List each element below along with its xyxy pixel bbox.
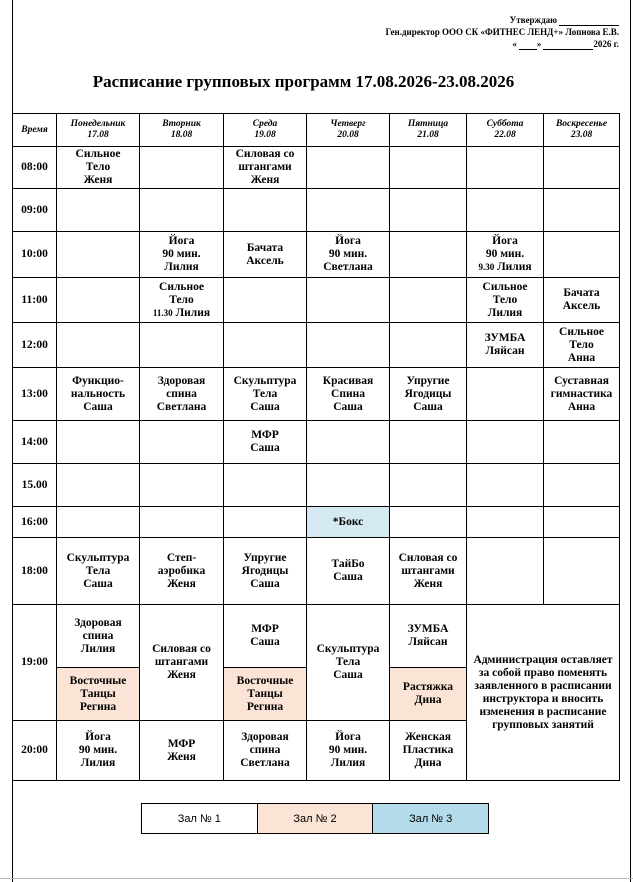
class-cell: Упругие Ягодицы Саша [224, 538, 307, 605]
empty-cell [307, 147, 390, 189]
empty-cell [390, 278, 467, 323]
empty-cell [57, 189, 140, 232]
admin-note: Администрация оставляет за собой право поменять заявленного в расписании инструктора и вносить изменения в расписание групповых занятий [467, 605, 620, 781]
class-cell: Здоровая спина Лилия [57, 605, 140, 668]
day-header-mon: Понедельник 17.08 [57, 114, 140, 147]
empty-cell [140, 421, 224, 464]
row-0800 [13, 147, 620, 189]
class-cell: Бачата Аксель [224, 232, 307, 278]
empty-cell [390, 232, 467, 278]
approve-label: Утверждаю [509, 15, 557, 25]
empty-cell [224, 507, 307, 538]
empty-cell [57, 421, 140, 464]
class-cell: Здоровая спина Светлана [140, 368, 224, 421]
empty-cell [544, 421, 620, 464]
time-cell: 12:00 [13, 323, 57, 368]
empty-cell [467, 189, 544, 232]
class-cell: Силовая со штангами Женя [390, 538, 467, 605]
day-header-thu: Четверг 20.08 [307, 114, 390, 147]
empty-cell [57, 232, 140, 278]
empty-cell [467, 507, 544, 538]
row-1200 [13, 323, 620, 368]
empty-cell [307, 464, 390, 507]
empty-cell [467, 368, 544, 421]
class-cell: МФР Саша [224, 421, 307, 464]
time-cell: 09:00 [13, 189, 57, 232]
empty-cell [307, 421, 390, 464]
time-cell: 10:00 [13, 232, 57, 278]
class-cell: Степ- аэробика Женя [140, 538, 224, 605]
row-1900 [13, 605, 620, 668]
class-cell-hall2: Растяжка Дина [390, 668, 467, 721]
row-1100 [13, 278, 620, 323]
legend-hall-2: Зал № 2 [258, 804, 374, 833]
class-cell: Красивая Спина Саша [307, 368, 390, 421]
class-cell: ЗУМБА Ляйсан [467, 323, 544, 368]
hall-legend [141, 803, 489, 834]
legend-hall-3: Зал № 3 [373, 804, 488, 833]
empty-cell [390, 323, 467, 368]
class-cell: Силовая со штангами Женя [224, 147, 307, 189]
empty-cell [467, 538, 544, 605]
row-1300 [13, 368, 620, 421]
day-header-fri: Пятница 21.08 [390, 114, 467, 147]
page-bottom-divider [0, 878, 633, 879]
class-cell: ТайБо Саша [307, 538, 390, 605]
date-line: « » 2026 г. [512, 39, 619, 49]
class-cell: Силовая со штангами Женя [140, 605, 224, 721]
class-cell: Йога 90 мин. 9.30 Лилия [467, 232, 544, 278]
empty-cell [224, 189, 307, 232]
day-header-sat: Суббота 22.08 [467, 114, 544, 147]
class-cell: ЗУМБА Ляйсан [390, 605, 467, 668]
empty-cell [544, 464, 620, 507]
row-1500 [13, 464, 620, 507]
time-cell: 19:00 [13, 605, 57, 721]
empty-cell [307, 278, 390, 323]
empty-cell [390, 464, 467, 507]
row-1600 [13, 507, 620, 538]
empty-cell [544, 538, 620, 605]
time-cell: 14:00 [13, 421, 57, 464]
row-0900 [13, 189, 620, 232]
class-cell: Сильное Тело Анна [544, 323, 620, 368]
empty-cell [544, 507, 620, 538]
row-1800 [13, 538, 620, 605]
class-cell: Сильное Тело Женя [57, 147, 140, 189]
class-cell: Женская Пластика Дина [390, 721, 467, 781]
class-cell: Йога 90 мин. Лилия [57, 721, 140, 781]
time-cell: 18:00 [13, 538, 57, 605]
day-header-wed: Среда 19.08 [224, 114, 307, 147]
empty-cell [140, 323, 224, 368]
empty-cell [140, 507, 224, 538]
empty-cell [140, 189, 224, 232]
empty-cell [57, 278, 140, 323]
row-1400 [13, 421, 620, 464]
time-cell: 11:00 [13, 278, 57, 323]
class-cell: Функцио- нальность Саша [57, 368, 140, 421]
empty-cell [390, 189, 467, 232]
empty-cell [544, 232, 620, 278]
day-header-sun: Воскресенье 23.08 [544, 114, 620, 147]
class-cell: Здоровая спина Светлана [224, 721, 307, 781]
class-cell: Суставная гимнастика Анна [544, 368, 620, 421]
empty-cell [140, 147, 224, 189]
class-cell: Скульптура Тела Саша [307, 605, 390, 721]
class-cell: Йога 90 мин. Лилия [307, 721, 390, 781]
time-cell: 13:00 [13, 368, 57, 421]
day-header-tue: Вторник 18.08 [140, 114, 224, 147]
empty-cell [224, 323, 307, 368]
empty-cell [544, 189, 620, 232]
empty-cell [57, 507, 140, 538]
class-cell-hall2: Восточные Танцы Регина [57, 668, 140, 721]
time-cell: 20:00 [13, 721, 57, 781]
empty-cell [467, 464, 544, 507]
class-cell: Бачата Аксель [544, 278, 620, 323]
approval-block [386, 14, 620, 50]
row-1000 [13, 232, 620, 278]
page-title: Расписание групповых программ 17.08.2026-23.08.2026 [92, 72, 515, 91]
header-row [13, 114, 620, 147]
time-header: Время [13, 114, 57, 147]
schedule-table [12, 113, 620, 781]
empty-cell [390, 507, 467, 538]
empty-cell [467, 147, 544, 189]
empty-cell [544, 147, 620, 189]
empty-cell [467, 421, 544, 464]
time-cell: 16:00 [13, 507, 57, 538]
legend-hall-1: Зал № 1 [142, 804, 258, 833]
empty-cell [390, 147, 467, 189]
director-line: Ген.директор ООО СК «ФИТНЕС ЛЕНД+» Лопнова Е.В. [385, 27, 619, 37]
empty-cell [224, 278, 307, 323]
class-cell-hall3: *Бокс [307, 507, 390, 538]
empty-cell [57, 323, 140, 368]
class-cell-hall2: Восточные Танцы Регина [224, 668, 307, 721]
empty-cell [224, 464, 307, 507]
empty-cell [307, 323, 390, 368]
class-cell: Скульптура Тела Саша [224, 368, 307, 421]
class-cell: Йога 90 мин. Светлана [307, 232, 390, 278]
empty-cell [390, 421, 467, 464]
class-cell: Сильное Тело 11.30 Лилия [140, 278, 224, 323]
class-cell: Упругие Ягодицы Саша [390, 368, 467, 421]
empty-cell [307, 189, 390, 232]
time-cell: 15.00 [13, 464, 57, 507]
class-cell: Сильное Тело Лилия [467, 278, 544, 323]
class-cell: Скульптура Тела Саша [57, 538, 140, 605]
class-cell: МФР Саша [224, 605, 307, 668]
class-cell: Йога 90 мин. Лилия [140, 232, 224, 278]
class-cell: МФР Женя [140, 721, 224, 781]
empty-cell [57, 464, 140, 507]
time-cell: 08:00 [13, 147, 57, 189]
empty-cell [140, 464, 224, 507]
